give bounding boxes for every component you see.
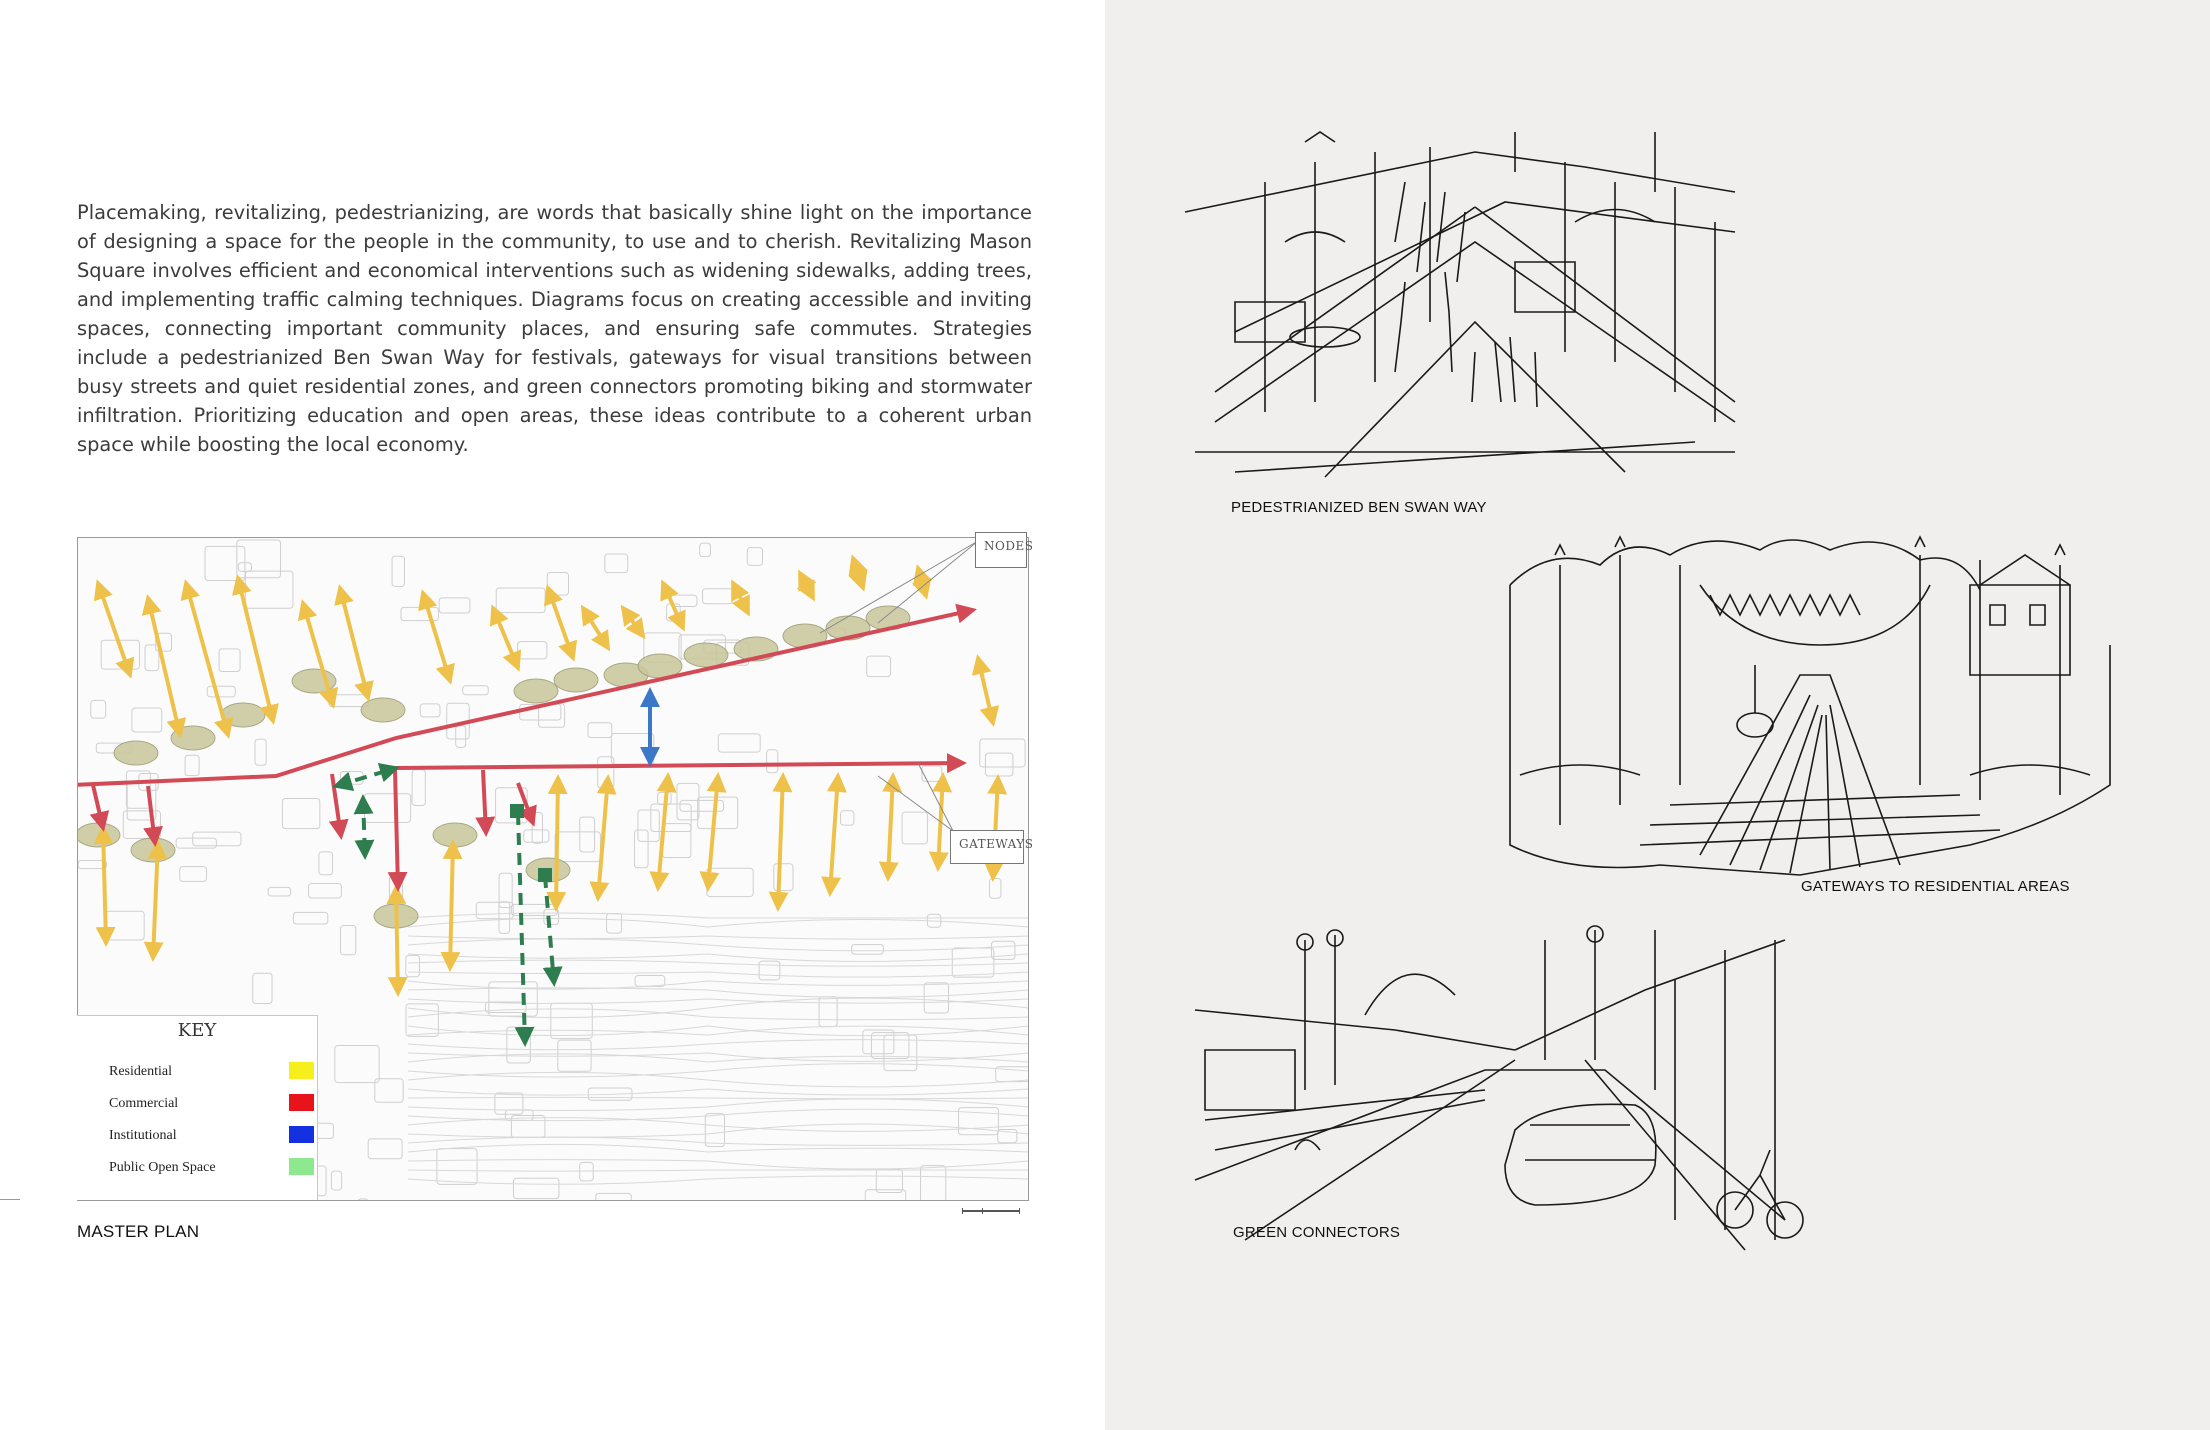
residential-arrow (423, 593, 450, 681)
legend-item-institutional (109, 1126, 309, 1146)
sketch-caption-ben-swan-way: PEDESTRIANIZED BEN SWAN WAY (1231, 499, 1487, 516)
legend-item-residential (109, 1062, 309, 1082)
sketch-caption-green-connectors: GREEN CONNECTORS (1233, 1224, 1401, 1241)
sketch-green-connectors (1185, 920, 1835, 1260)
green-connector-arrow (336, 768, 396, 786)
master-plan-caption: MASTER PLAN (77, 1222, 200, 1241)
intro-paragraph: Placemaking, revitalizing, pedestrianizing, are words that basically shine light on the importance of designing a space for the people in the community, to use and to cherish. Revitalizing Mason Square involves efficient and economical interventions such as widening sidewalks, adding trees, and implementing traffic calming techniques. Diagrams focus on creating accessible and inviting spaces, connecting important community places, and ensuring safe commutes. Strategies include a pedestrianized Ben Swan Way for festivals, gateways for visual transitions between busy streets and quiet residential zones, and green connectors promoting biking and stormwater infiltration. Prioritizing education and open areas, these ideas contribute to a coherent urban space while boosting the local economy. (77, 201, 1032, 456)
residential-arrow (493, 608, 518, 668)
residential-arrow (450, 843, 453, 968)
residential-arrow (556, 778, 558, 908)
node-marker (554, 668, 598, 692)
residential-arrow (708, 776, 718, 888)
commercial-route-lower (396, 763, 963, 768)
page-edge-mark (0, 1199, 20, 1200)
commercial-spur-arrow (395, 770, 398, 888)
residential-arrow (800, 573, 813, 598)
street-sketch-drawing (1175, 122, 1760, 482)
nodes-callout: NODES (975, 532, 1027, 568)
green-connector-marker (538, 868, 552, 882)
green-connector-arrow (518, 813, 525, 1043)
commercial-spur-arrow (93, 785, 103, 828)
commercial-arrows (78, 610, 973, 888)
legend-swatch-open-space (289, 1158, 314, 1175)
residential-arrow (340, 588, 368, 698)
residential-arrow (396, 888, 398, 993)
residential-arrow (238, 578, 273, 721)
node-marker (684, 643, 728, 667)
sketch-pedestrianized-ben-swan-way (1175, 122, 1760, 482)
residential-arrow (978, 658, 993, 723)
legend-label: Institutional (109, 1128, 177, 1143)
legend-item-public-open-space (109, 1158, 309, 1178)
node-marker (221, 703, 265, 727)
legend-label: Residential (109, 1064, 172, 1079)
legend-item-commercial (109, 1094, 309, 1114)
green-connector-arrow (363, 798, 365, 856)
gateways-leader-line (918, 763, 953, 831)
residential-arrow (548, 588, 573, 658)
residential-arrow (186, 583, 228, 735)
sketch-caption-gateways: GATEWAYS TO RESIDENTIAL AREAS (1801, 878, 2070, 895)
node-marker (78, 823, 120, 847)
residential-arrow (830, 776, 838, 893)
residential-arrow (853, 558, 863, 588)
residential-arrow (583, 608, 608, 648)
residential-arrow (778, 776, 783, 908)
scale-bar (962, 1208, 1022, 1214)
sketch-gateways-residential (1500, 525, 2125, 880)
node-marker (514, 679, 558, 703)
residential-arrow (888, 776, 893, 878)
residential-arrow (623, 608, 643, 636)
node-marker (433, 823, 477, 847)
commercial-spur-arrow (483, 770, 486, 833)
legend-label: Public Open Space (109, 1160, 216, 1175)
residential-arrow (98, 583, 130, 675)
map-legend (77, 1015, 318, 1200)
gateways-callout: GATEWAYS (950, 830, 1024, 864)
gateway-sketch-drawing (1500, 525, 2125, 880)
legend-swatch-commercial (289, 1094, 314, 1111)
legend-swatch-residential (289, 1062, 314, 1079)
callout-leader-lines (820, 541, 978, 831)
node-marker (114, 741, 158, 765)
legend-label: Commercial (109, 1096, 179, 1111)
node-marker (361, 698, 405, 722)
green-connector-sketch-drawing (1185, 920, 1835, 1260)
legend-swatch-institutional (289, 1126, 314, 1143)
residential-arrow (733, 583, 748, 613)
legend-title: KEY (177, 1020, 217, 1041)
residential-arrow (598, 778, 608, 898)
green-connector-marker (510, 804, 524, 818)
commercial-spur-arrow (148, 786, 155, 843)
residential-arrow (148, 598, 180, 735)
green-connector-arrow (545, 876, 554, 983)
